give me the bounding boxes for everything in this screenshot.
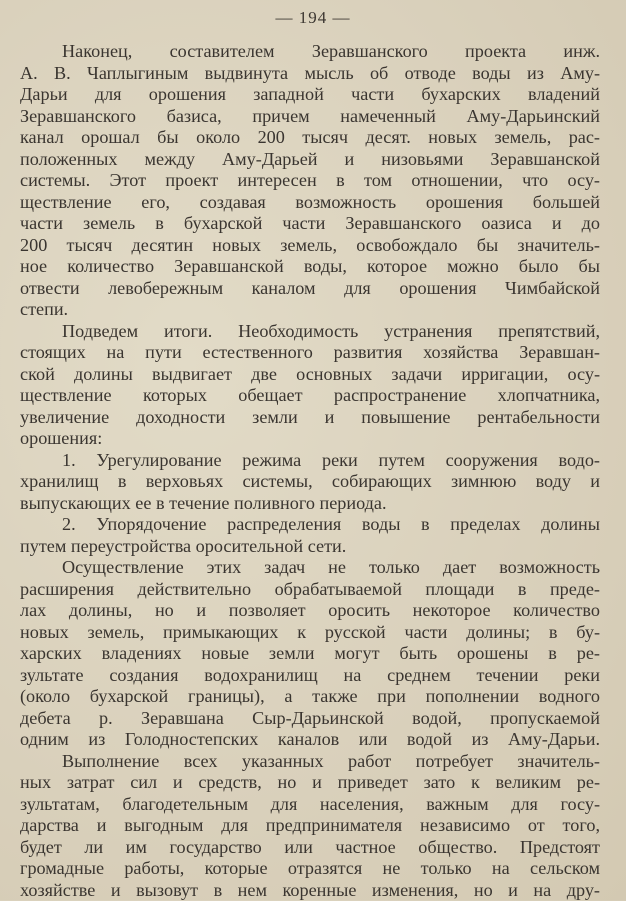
text-line: Выполнение всех указанных работ потребует значитель- xyxy=(20,751,600,773)
text-line: лах долины, но и позволяет оросить некоторое количество xyxy=(20,600,600,622)
text-line: Зеравшанского базиса, причем намеченный Аму-Дарьинский xyxy=(20,106,600,128)
text-line: хозяйстве и вызовут в нем коренные изменения, но и на дру- xyxy=(20,880,600,901)
text-line: путем переустройства оросительной сети. xyxy=(20,536,600,558)
text-line: ской долины выдвигает две основных задачи ирригации, осу- xyxy=(20,364,600,386)
text-line: канал орошал бы около 200 тысяч десят. новых земель, рас- xyxy=(20,127,600,149)
text-line: одним из Голодностепских каналов или водой из Аму-Дарьи. xyxy=(20,729,600,751)
text-line: дебета р. Зеравшана Сыр-Дарьинской водой, пропускаемой xyxy=(20,708,600,730)
page-number: — 194 — xyxy=(0,8,626,28)
text-line: Осуществление этих задач не только дает возможность xyxy=(20,557,600,579)
text-line: зультате создания водохранилищ на среднем течении реки xyxy=(20,665,600,687)
text-line: зультатам, благодетельным для населения, важным для госу- xyxy=(20,794,600,816)
text-line: 2. Упорядочение распределения воды в пределах долины xyxy=(20,514,600,536)
text-line: отвести левобережным каналом для орошения Чимбайской xyxy=(20,278,600,300)
text-line: громадные работы, которые отразятся не только на сельском xyxy=(20,858,600,880)
text-line: выпускающих ее в течение поливного периода. xyxy=(20,493,600,515)
text-line: Наконец, составителем Зеравшанского проекта инж. xyxy=(20,41,600,63)
text-line: (около бухарской границы), а также при пополнении водного xyxy=(20,686,600,708)
body-text xyxy=(20,41,600,901)
paragraph xyxy=(20,321,600,450)
text-line: ществление его, создавая возможность орошения большей xyxy=(20,192,600,214)
text-line: 1. Урегулирование режима реки путем сооружения водо- xyxy=(20,450,600,472)
text-line: харских владениях новые земли могут быть орошены в ре- xyxy=(20,643,600,665)
text-line: стоящих на пути естественного развития хозяйства Зеравшан- xyxy=(20,342,600,364)
text-line: Дарьи для орошения западной части бухарских владений xyxy=(20,84,600,106)
text-line: ществление которых обещает распространение хлопчатника, xyxy=(20,385,600,407)
text-line: дарства и выгодным для предпринимателя независимо от того, xyxy=(20,815,600,837)
text-line: степи. xyxy=(20,299,600,321)
text-line: увеличение доходности земли и повышение рентабельности xyxy=(20,407,600,429)
list-item xyxy=(20,514,600,557)
text-line: 200 тысяч десятин новых земель, освобождало бы значитель- xyxy=(20,235,600,257)
text-line: расширения действительно обрабатываемой площади в преде- xyxy=(20,579,600,601)
text-line: А. В. Чаплыгиным выдвинута мысль об отводе воды из Аму- xyxy=(20,63,600,85)
paragraph xyxy=(20,751,600,901)
text-line: системы. Этот проект интересен в том отношении, что осу- xyxy=(20,170,600,192)
text-line: будет ли им государство или частное общество. Предстоят xyxy=(20,837,600,859)
text-line: хранилищ в верховьях системы, собирающих зимнюю воду и xyxy=(20,471,600,493)
paragraph xyxy=(20,557,600,751)
text-line: ных затрат сил и средств, но и приведет зато к великим ре- xyxy=(20,772,600,794)
text-line: части земель в бухарской части Зеравшанского оазиса и до xyxy=(20,213,600,235)
text-line: положенных между Аму-Дарьей и низовьями Зеравшанской xyxy=(20,149,600,171)
text-line: новых земель, примыкающих к русской части долины; в бу- xyxy=(20,622,600,644)
text-line: ное количество Зеравшанской воды, которое можно было бы xyxy=(20,256,600,278)
text-line: Подведем итоги. Необходимость устранения препятствий, xyxy=(20,321,600,343)
paragraph xyxy=(20,41,600,321)
list-item xyxy=(20,450,600,515)
text-line: орошения: xyxy=(20,428,600,450)
